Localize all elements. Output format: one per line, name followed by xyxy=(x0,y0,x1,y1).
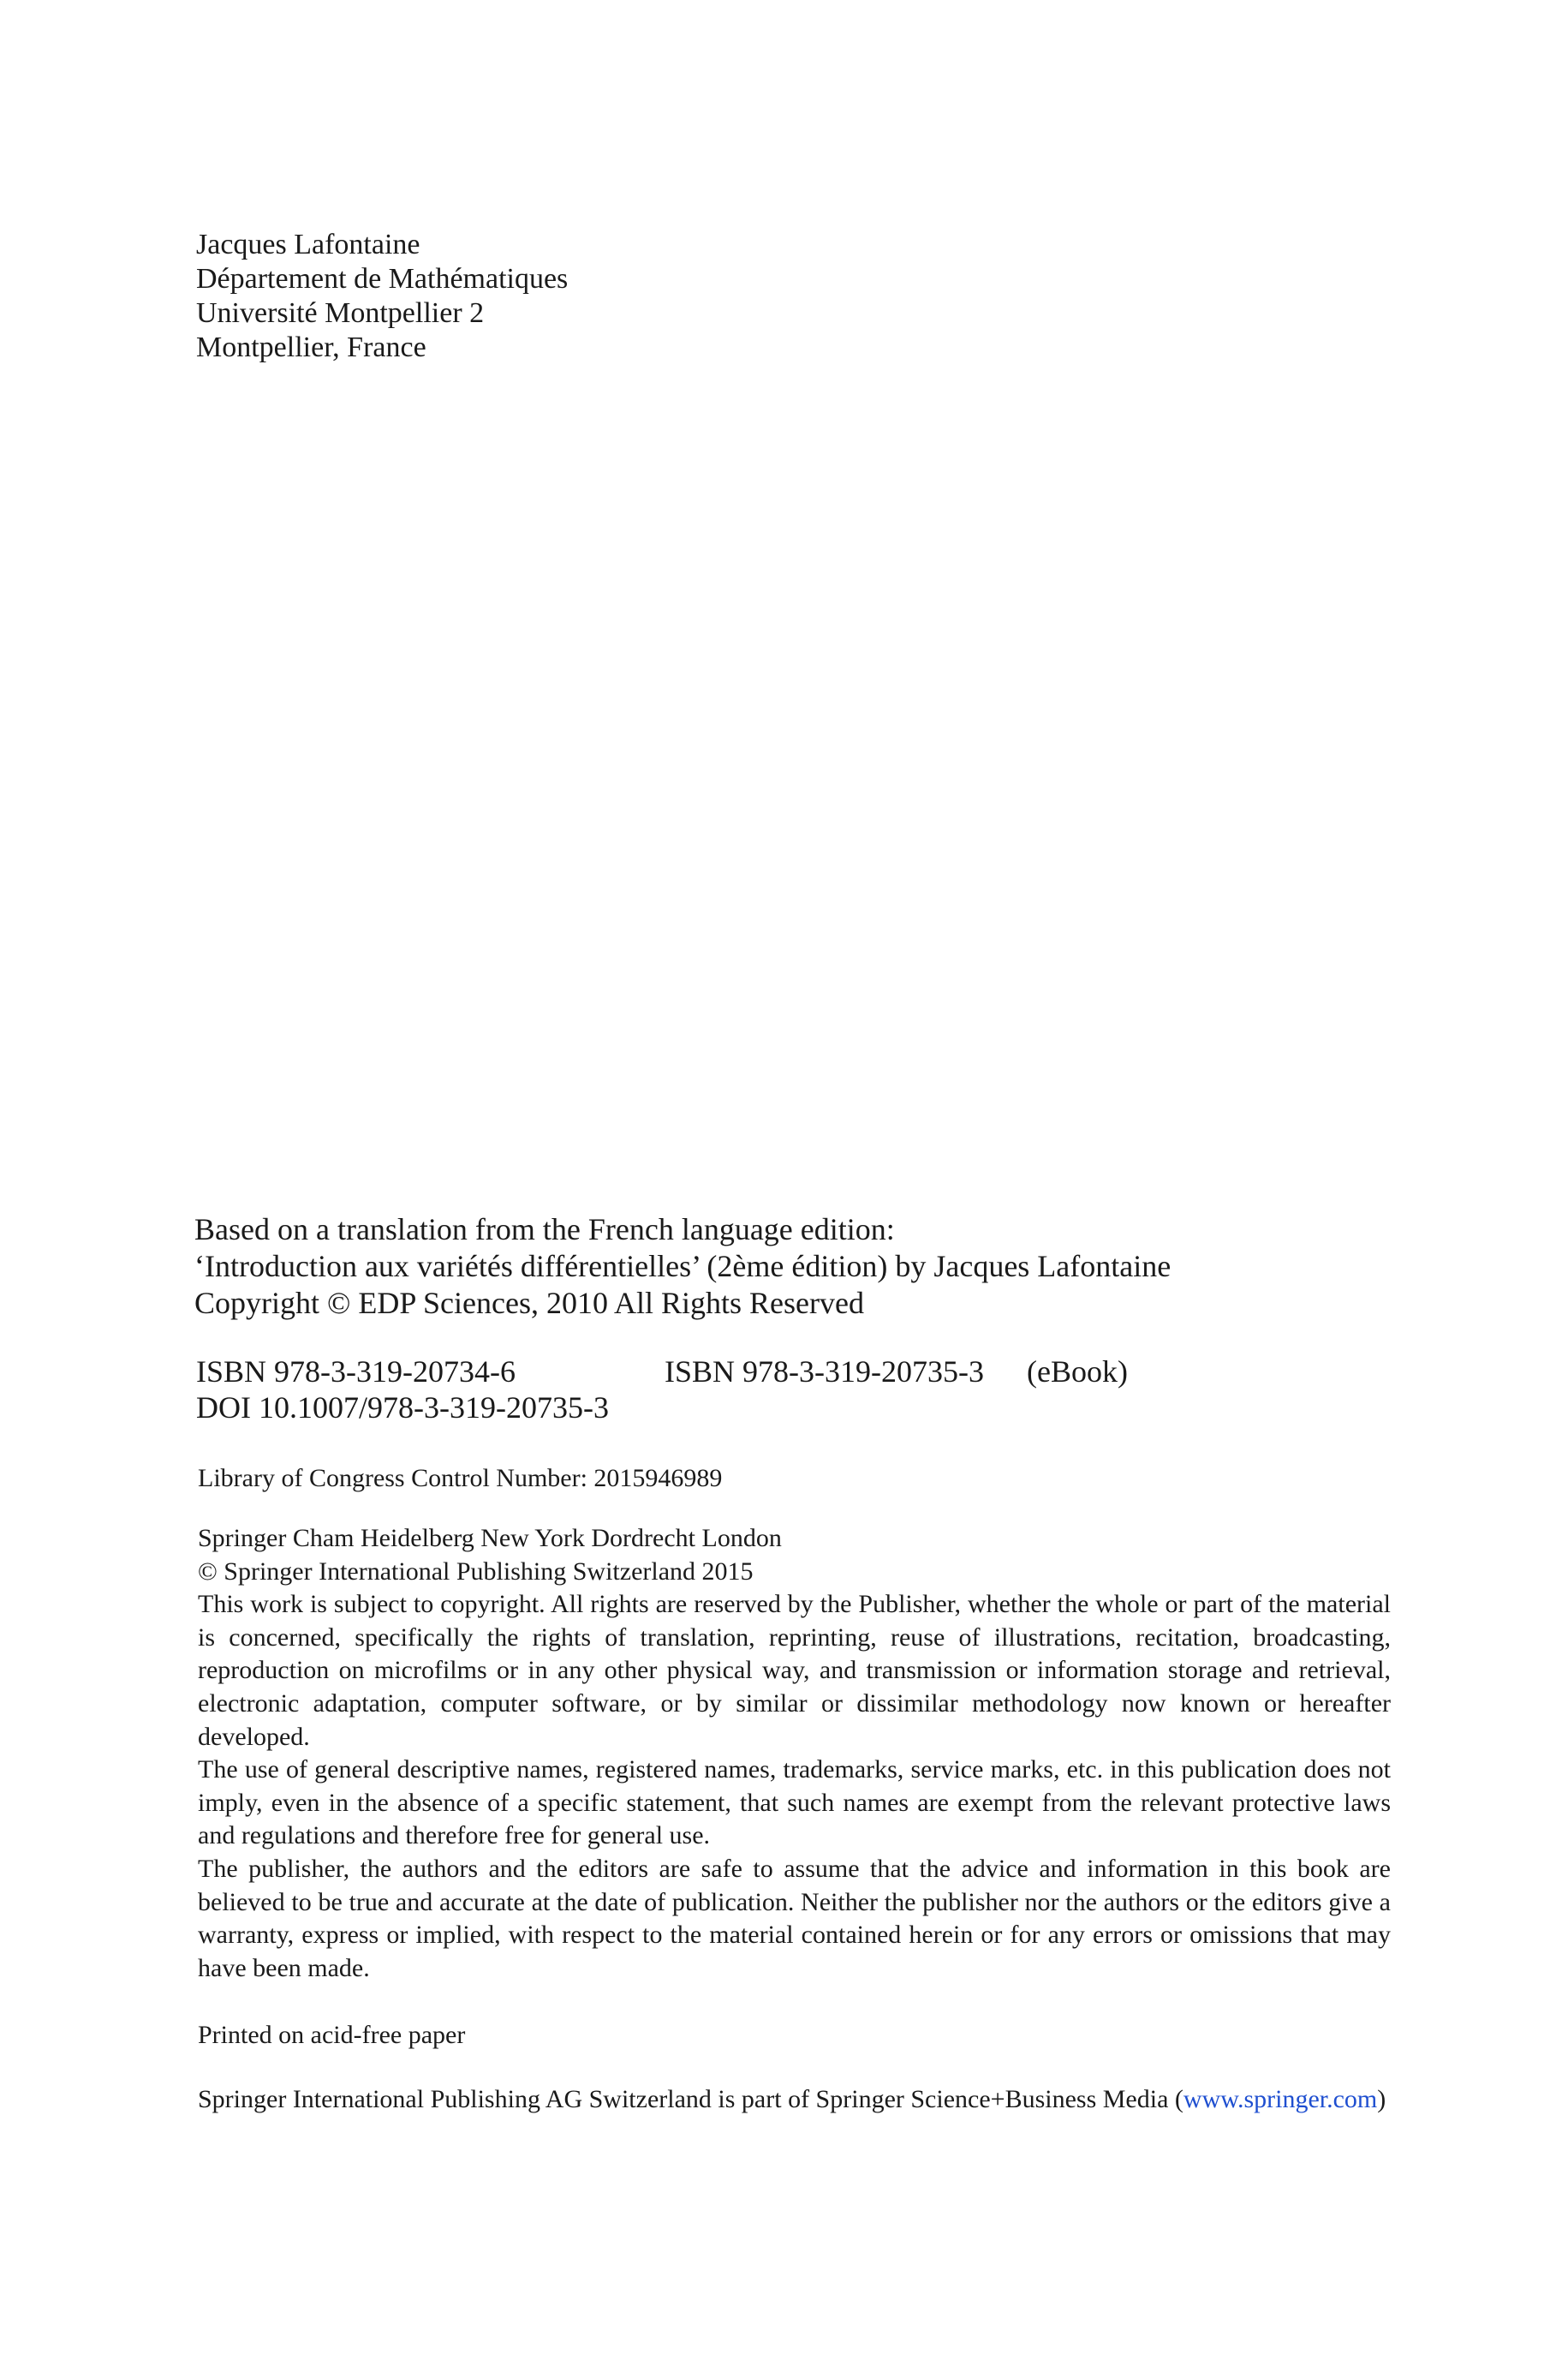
translation-line-1: Based on a translation from the French language edition: xyxy=(194,1212,895,1246)
translation-line-3: Copyright © EDP Sciences, 2010 All Rights Reserved xyxy=(194,1286,864,1320)
doi: DOI 10.1007/978-3-319-20735-3 xyxy=(196,1390,609,1425)
springer-media-text: Springer International Publishing AG Switzerland is part of Springer Science+Business Media xyxy=(198,2085,1169,2113)
legal-paragraph-warranty: The publisher, the authors and the editors are safe to assume that the advice and information in this book are believed to be true and accurate at the date of publication. Neither the publisher nor the authors or the editors give a warranty, express or implied, with respect to the material contained herein or for any errors or omissions that may have been made. xyxy=(198,1854,1391,1982)
author-name: Jacques Lafontaine xyxy=(196,229,420,260)
author-university: Université Montpellier 2 xyxy=(196,297,485,329)
open-paren: ( xyxy=(1174,2085,1183,2113)
translation-line-2: ‘Introduction aux variétés différentielles’ (2ème édition) by Jacques Lafontaine xyxy=(194,1249,1172,1283)
publisher-cities: Springer Cham Heidelberg New York Dordrecht London xyxy=(198,1524,782,1552)
springer-link[interactable]: www.springer.com xyxy=(1183,2085,1378,2113)
isbn-print: ISBN 978-3-319-20734-6 xyxy=(196,1354,516,1389)
close-paren: ) xyxy=(1377,2085,1386,2113)
legal-notice xyxy=(198,1522,1391,1985)
author-affiliation xyxy=(196,228,568,365)
translation-notice xyxy=(194,1211,1171,1322)
author-location: Montpellier, France xyxy=(196,332,426,363)
legal-paragraph-names: The use of general descriptive names, registered names, trademarks, service marks, etc. in this publication does not imply, even in the absence of a specific statement, that such names are exempt from the relevant protective laws and regulations and therefore free for general use. xyxy=(198,1755,1391,1850)
legal-paragraph-copyright: This work is subject to copyright. All rights are reserved by the Publisher, whether the whole or part of the material is concerned, specifically the rights of translation, reprinting, reuse of illustrations, recitation, broadcasting, reproduction on microfilms or in any other physical way, and transmission or information storage and retrieval, electronic adaptation, computer software, or by similar or dissimilar methodology now known or hereafter developed. xyxy=(198,1590,1391,1751)
springer-media-notice xyxy=(198,2083,1391,2117)
lccn: Library of Congress Control Number: 2015946989 xyxy=(198,1464,723,1492)
isbn-row xyxy=(196,1353,1224,1389)
printed-note: Printed on acid-free paper xyxy=(198,2021,466,2049)
isbn-ebook: ISBN 978-3-319-20735-3 xyxy=(665,1354,984,1389)
copyright-line: © Springer International Publishing Switzerland 2015 xyxy=(198,1556,754,1586)
identifiers xyxy=(196,1353,1224,1425)
springer-media-paragraph xyxy=(198,2083,1391,2117)
isbn-ebook-label: (eBook) xyxy=(1027,1354,1128,1389)
author-department: Département de Mathématiques xyxy=(196,263,569,295)
